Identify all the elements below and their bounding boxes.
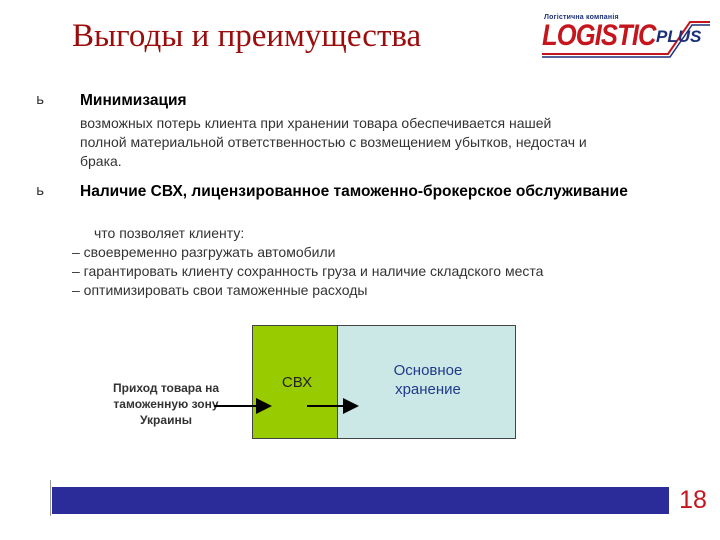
bullet-marker: ь xyxy=(36,183,45,199)
logo-suffix: PLUS xyxy=(656,27,702,46)
storage-label: Основное хранение xyxy=(393,362,463,398)
bullet-line: брака. xyxy=(80,153,122,169)
bullet-line: полной материальной ответственностью с возмещением убытков, недостач и xyxy=(80,134,587,150)
bullet-line: – оптимизировать свои таможенные расходы xyxy=(72,282,368,298)
entry-label: Приход товара на таможенную зону Украины xyxy=(112,381,220,427)
bullet-heading: Наличие СВХ, лицензированное таможенно-брокерское обслуживание xyxy=(80,183,628,200)
bullet-marker: ь xyxy=(36,92,45,108)
logo-word: LOGISTIC xyxy=(542,19,656,52)
page-number: 18 xyxy=(679,486,707,514)
bullet-heading: Минимизация xyxy=(80,92,187,109)
bullet-line: – своевременно разгружать автомобили xyxy=(72,244,336,260)
footer-bar xyxy=(52,487,669,514)
svx-label: СВХ xyxy=(281,374,313,391)
slide-title: Выгоды и преимущества xyxy=(72,18,422,54)
logo-caption: Логістична компанія xyxy=(544,14,619,21)
bullet-line: что позволяет клиенту: xyxy=(94,225,245,241)
bullet-line: – гарантировать клиенту сохранность груза и наличие складского места xyxy=(72,263,544,279)
footer-divider xyxy=(50,480,51,516)
bullet-line: возможных потерь клиента при хранении товара обеспечивается нашей xyxy=(80,115,552,131)
